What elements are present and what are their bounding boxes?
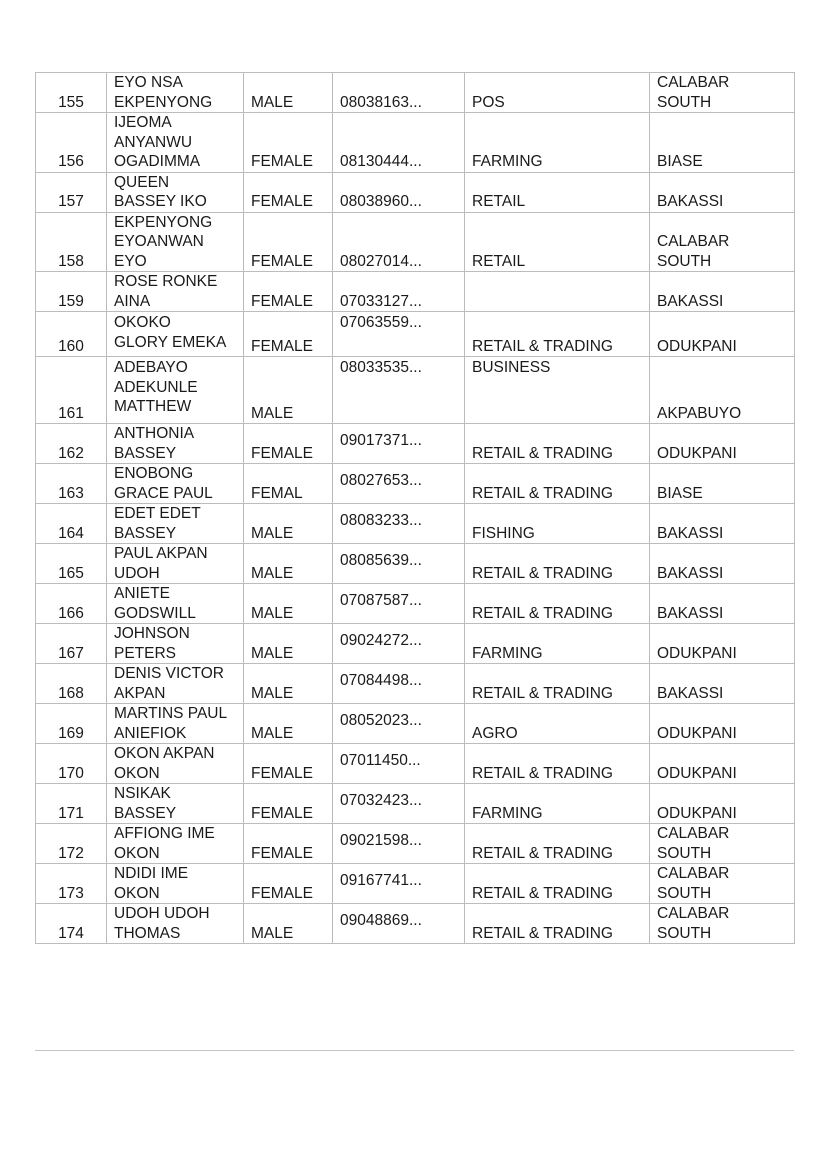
cell-name: NSIKAK BASSEY bbox=[107, 784, 244, 824]
cell-name: ANIETE GODSWILL bbox=[107, 584, 244, 624]
cell-gender: FEMALE bbox=[244, 784, 333, 824]
table-row bbox=[36, 784, 795, 824]
cell-name: OKOKO GLORY EMEKA bbox=[107, 312, 244, 357]
cell-phone: 09017371... bbox=[333, 424, 465, 464]
cell-name: QUEEN BASSEY IKO bbox=[107, 172, 244, 212]
cell-phone: 08027653... bbox=[333, 464, 465, 504]
cell-phone: 07032423... bbox=[333, 784, 465, 824]
cell-serial-number: 161 bbox=[36, 357, 107, 424]
cell-lga: BAKASSI bbox=[650, 664, 795, 704]
cell-gender: MALE bbox=[244, 584, 333, 624]
cell-name: ENOBONG GRACE PAUL bbox=[107, 464, 244, 504]
cell-phone: 07084498... bbox=[333, 664, 465, 704]
cell-phone: 08038960... bbox=[333, 172, 465, 212]
table-row bbox=[36, 704, 795, 744]
cell-phone: 08027014... bbox=[333, 212, 465, 272]
table-row bbox=[36, 584, 795, 624]
cell-occupation: BUSINESS bbox=[465, 357, 650, 424]
cell-name: OKON AKPAN OKON bbox=[107, 744, 244, 784]
cell-name: JOHNSON PETERS bbox=[107, 624, 244, 664]
cell-name: ADEBAYO ADEKUNLE MATTHEW bbox=[107, 357, 244, 424]
table-row bbox=[36, 172, 795, 212]
cell-lga: ODUKPANI bbox=[650, 784, 795, 824]
cell-gender: MALE bbox=[244, 544, 333, 584]
cell-lga: ODUKPANI bbox=[650, 624, 795, 664]
table-row bbox=[36, 664, 795, 704]
cell-lga: BAKASSI bbox=[650, 544, 795, 584]
cell-serial-number: 170 bbox=[36, 744, 107, 784]
cell-name: DENIS VICTOR AKPAN bbox=[107, 664, 244, 704]
cell-gender: MALE bbox=[244, 504, 333, 544]
cell-gender: FEMALE bbox=[244, 113, 333, 173]
cell-gender: FEMALE bbox=[244, 744, 333, 784]
cell-gender: FEMALE bbox=[244, 424, 333, 464]
cell-name: EKPENYONG EYOANWAN EYO bbox=[107, 212, 244, 272]
cell-name: ROSE RONKE AINA bbox=[107, 272, 244, 312]
table-row bbox=[36, 824, 795, 864]
cell-occupation: RETAIL & TRADING bbox=[465, 904, 650, 944]
table-row bbox=[36, 904, 795, 944]
table-row bbox=[36, 357, 795, 424]
cell-lga: ODUKPANI bbox=[650, 744, 795, 784]
cell-occupation: RETAIL & TRADING bbox=[465, 824, 650, 864]
cell-phone: 09021598... bbox=[333, 824, 465, 864]
cell-gender: FEMALE bbox=[244, 824, 333, 864]
cell-gender: MALE bbox=[244, 357, 333, 424]
cell-occupation: RETAIL & TRADING bbox=[465, 864, 650, 904]
cell-name: ANTHONIA BASSEY bbox=[107, 424, 244, 464]
cell-serial-number: 169 bbox=[36, 704, 107, 744]
table-row bbox=[36, 864, 795, 904]
cell-lga: ODUKPANI bbox=[650, 312, 795, 357]
cell-name: MARTINS PAUL ANIEFIOK bbox=[107, 704, 244, 744]
cell-lga: CALABAR SOUTH bbox=[650, 212, 795, 272]
cell-serial-number: 165 bbox=[36, 544, 107, 584]
cell-occupation: FISHING bbox=[465, 504, 650, 544]
cell-occupation: RETAIL & TRADING bbox=[465, 744, 650, 784]
cell-name: AFFIONG IME OKON bbox=[107, 824, 244, 864]
cell-phone: 08052023... bbox=[333, 704, 465, 744]
cell-phone: 07063559... bbox=[333, 312, 465, 357]
cell-occupation: FARMING bbox=[465, 624, 650, 664]
cell-lga: CALABAR SOUTH bbox=[650, 904, 795, 944]
beneficiary-table bbox=[35, 72, 795, 944]
cell-name: UDOH UDOH THOMAS bbox=[107, 904, 244, 944]
cell-phone: 08085639... bbox=[333, 544, 465, 584]
cell-phone: 09024272... bbox=[333, 624, 465, 664]
cell-occupation: RETAIL & TRADING bbox=[465, 664, 650, 704]
cell-gender: MALE bbox=[244, 664, 333, 704]
cell-phone: 07087587... bbox=[333, 584, 465, 624]
cell-serial-number: 156 bbox=[36, 113, 107, 173]
cell-occupation bbox=[465, 272, 650, 312]
table-row bbox=[36, 464, 795, 504]
cell-lga: ODUKPANI bbox=[650, 704, 795, 744]
cell-lga: CALABAR SOUTH bbox=[650, 824, 795, 864]
cell-gender: MALE bbox=[244, 624, 333, 664]
cell-occupation: RETAIL & TRADING bbox=[465, 424, 650, 464]
cell-serial-number: 164 bbox=[36, 504, 107, 544]
cell-serial-number: 167 bbox=[36, 624, 107, 664]
cell-lga: BAKASSI bbox=[650, 272, 795, 312]
cell-serial-number: 160 bbox=[36, 312, 107, 357]
cell-gender: MALE bbox=[244, 704, 333, 744]
cell-gender: FEMALE bbox=[244, 172, 333, 212]
cell-phone: 08033535... bbox=[333, 357, 465, 424]
cell-phone: 09167741... bbox=[333, 864, 465, 904]
cell-name: NDIDI IME OKON bbox=[107, 864, 244, 904]
footer-divider bbox=[35, 1050, 794, 1051]
cell-occupation: RETAIL & TRADING bbox=[465, 584, 650, 624]
cell-serial-number: 171 bbox=[36, 784, 107, 824]
table-row bbox=[36, 272, 795, 312]
cell-lga: ODUKPANI bbox=[650, 424, 795, 464]
cell-occupation: RETAIL & TRADING bbox=[465, 464, 650, 504]
cell-lga: BIASE bbox=[650, 113, 795, 173]
cell-serial-number: 174 bbox=[36, 904, 107, 944]
table-row bbox=[36, 744, 795, 784]
cell-occupation: FARMING bbox=[465, 113, 650, 173]
cell-phone: 08130444... bbox=[333, 113, 465, 173]
cell-serial-number: 168 bbox=[36, 664, 107, 704]
table-row bbox=[36, 424, 795, 464]
cell-serial-number: 173 bbox=[36, 864, 107, 904]
cell-serial-number: 157 bbox=[36, 172, 107, 212]
cell-name: EYO NSA EKPENYONG bbox=[107, 73, 244, 113]
cell-phone: 08038163... bbox=[333, 73, 465, 113]
cell-gender: FEMAL bbox=[244, 464, 333, 504]
cell-serial-number: 159 bbox=[36, 272, 107, 312]
cell-name: IJEOMA ANYANWU OGADIMMA bbox=[107, 113, 244, 173]
cell-lga: BAKASSI bbox=[650, 172, 795, 212]
cell-gender: MALE bbox=[244, 73, 333, 113]
cell-lga: CALABAR SOUTH bbox=[650, 73, 795, 113]
cell-occupation: RETAIL bbox=[465, 172, 650, 212]
table-row bbox=[36, 624, 795, 664]
cell-serial-number: 155 bbox=[36, 73, 107, 113]
cell-lga: BAKASSI bbox=[650, 584, 795, 624]
table-row bbox=[36, 312, 795, 357]
cell-occupation: FARMING bbox=[465, 784, 650, 824]
cell-lga: AKPABUYO bbox=[650, 357, 795, 424]
cell-lga: BIASE bbox=[650, 464, 795, 504]
table-row bbox=[36, 544, 795, 584]
cell-serial-number: 162 bbox=[36, 424, 107, 464]
cell-serial-number: 166 bbox=[36, 584, 107, 624]
cell-phone: 09048869... bbox=[333, 904, 465, 944]
cell-serial-number: 158 bbox=[36, 212, 107, 272]
table-row bbox=[36, 113, 795, 173]
cell-gender: FEMALE bbox=[244, 272, 333, 312]
cell-phone: 07033127... bbox=[333, 272, 465, 312]
table-row bbox=[36, 212, 795, 272]
table-row bbox=[36, 504, 795, 544]
cell-phone: 07011450... bbox=[333, 744, 465, 784]
cell-occupation: POS bbox=[465, 73, 650, 113]
table-row bbox=[36, 73, 795, 113]
cell-gender: FEMALE bbox=[244, 864, 333, 904]
cell-serial-number: 172 bbox=[36, 824, 107, 864]
cell-name: EDET EDET BASSEY bbox=[107, 504, 244, 544]
cell-gender: MALE bbox=[244, 904, 333, 944]
cell-gender: FEMALE bbox=[244, 212, 333, 272]
cell-occupation: AGRO bbox=[465, 704, 650, 744]
cell-occupation: RETAIL bbox=[465, 212, 650, 272]
table-body bbox=[36, 73, 795, 944]
cell-occupation: RETAIL & TRADING bbox=[465, 312, 650, 357]
cell-phone: 08083233... bbox=[333, 504, 465, 544]
cell-name: PAUL AKPAN UDOH bbox=[107, 544, 244, 584]
cell-gender: FEMALE bbox=[244, 312, 333, 357]
cell-lga: CALABAR SOUTH bbox=[650, 864, 795, 904]
cell-occupation: RETAIL & TRADING bbox=[465, 544, 650, 584]
cell-lga: BAKASSI bbox=[650, 504, 795, 544]
cell-serial-number: 163 bbox=[36, 464, 107, 504]
